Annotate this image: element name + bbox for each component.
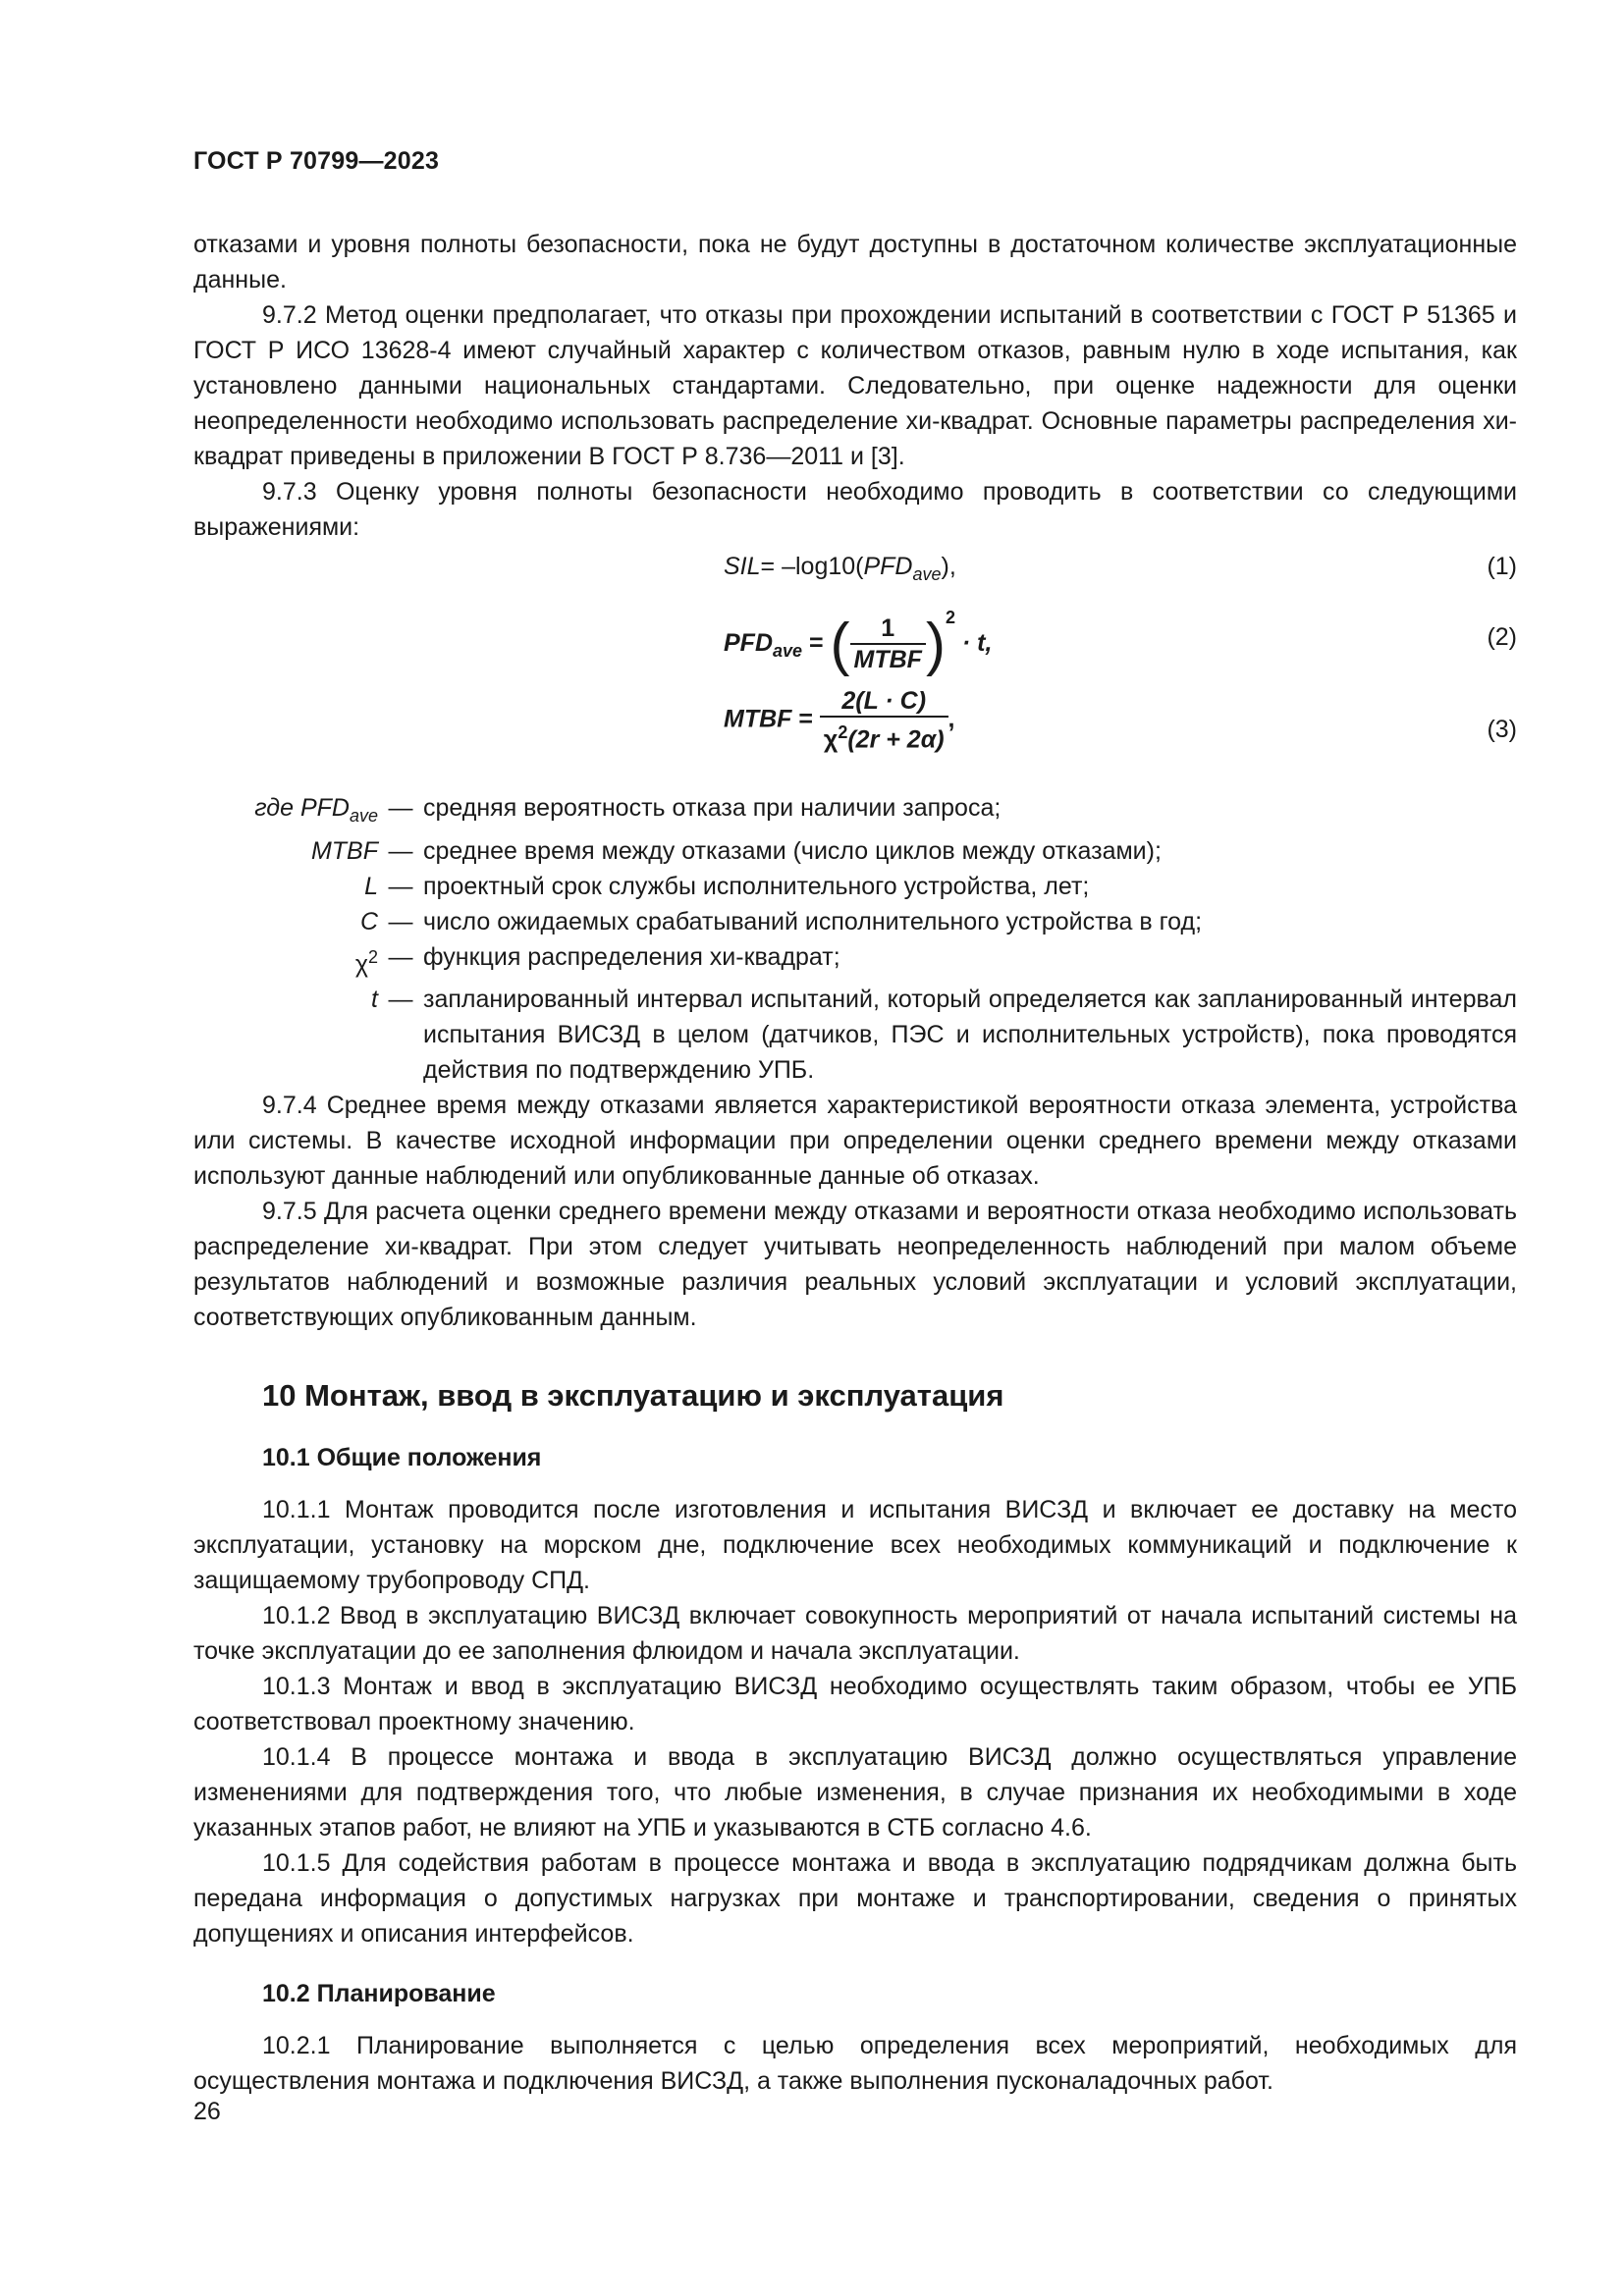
- section-10-2-title: 10.2 Планирование: [262, 1980, 496, 2008]
- definition-mtbf: MTBF — среднее время между отказами (число циклов между отказами);: [310, 837, 1162, 865]
- definition-pfd: где $PFD_{ave}$ — средняя вероятность отказа при наличии запроса;: [254, 794, 1001, 826]
- formula-2: [193, 600, 1517, 677]
- paragraph-continuation: отказами и уровня полноты безопасности, пока не будут доступны в достаточном количестве эксплуатационные данные.: [193, 231, 1517, 294]
- formula-3-expression: MTBF = $\frac{2(L \cdot C)}{\chi^2(2r + 2\alpha)}$ ,: [724, 687, 955, 754]
- paragraph-10-1-3: 10.1.3 Монтаж и ввод в эксплуатацию ВИСЗД необходимо осуществлять таким образом, чтобы ее УПБ соответствовал проектному значению.: [193, 1673, 1517, 1736]
- paragraph-10-2-1: 10.2.1 Планирование выполняется с целью определения всех мероприятий, необходимых для осуществления монтажа и подключения ВИСЗД, а также выполнения пусконаладочных работ.: [193, 2032, 1517, 2096]
- document-header: ГОСТ Р 70799—2023: [193, 147, 440, 175]
- definition-chi-square: $\chi^2$ — функция распределения хи-квадрат;: [354, 943, 840, 979]
- page-number: 26: [193, 2098, 221, 2125]
- definition-t: t — запланированный интервал испытаний, который определяется как запланированный интервал испытания ВИСЗД в целом (датчиков, ПЭС и исполнительных устройств), пока проводятся действия по подтверждению УПБ.: [371, 986, 1517, 1085]
- paragraph-9-7-5: 9.7.5 Для расчета оценки среднего времени между отказами и вероятности отказа необходимо использовать распределение хи-квадрат. При этом следует учитывать неопределенность наблюдений при малом объеме результатов наблюдений и возможные различия реальных условий эксплуатации и условий эксплуатации, соответствующих опубликованным данным.: [193, 1198, 1517, 1332]
- definitions-list: [193, 790, 1517, 1088]
- paragraph-9-7-3: 9.7.3 Оценку уровня полноты безопасности необходимо проводить в соответствии со следующими выражениями:: [193, 478, 1517, 541]
- definition-c: C — число ожидаемых срабатываний исполнительного устройства в год;: [359, 908, 1203, 935]
- formula-1-expression: $SIL= -\log 10(PFD_{ave})$,: [724, 553, 956, 584]
- formula-3-fraction: $\frac{2(L \cdot C)}{\chi^2(2r + 2\alpha)}$: [820, 686, 948, 754]
- definition-l: L — проектный срок службы исполнительного устройства, лет;: [364, 873, 1090, 900]
- paragraph-10-1-5: 10.1.5 Для содействия работам в процессе монтажа и ввода в эксплуатацию подрядчикам должна быть передана информация о допустимых нагрузках при монтаже и транспортировании, сведения о принятых допущениях и описания интерфейсов.: [193, 1849, 1517, 1949]
- formula-2-fraction: $\frac{1}{\text{MTBF}}$: [850, 614, 926, 674]
- paragraph-10-1-1: 10.1.1 Монтаж проводится после изготовления и испытания ВИСЗД и включает ее доставку на место эксплуатации, установку на морском дне, подключение всех необходимых коммуникаций и подключение к защищаемому трубопроводу СПД.: [193, 1496, 1517, 1595]
- formula-3: [193, 686, 1517, 774]
- formula-2-expression: $PFD_{ave}$ = ( $\frac{1}{\text{MTBF}}$ )$^2$ · t,: [724, 608, 993, 677]
- formula-3-number: (3): [1487, 716, 1517, 743]
- formula-1-number: (1): [1487, 553, 1517, 580]
- paragraph-10-1-2: 10.1.2 Ввод в эксплуатацию ВИСЗД включает совокупность мероприятий от начала испытаний системы на точке эксплуатации до ее заполнения флюидом и начала эксплуатации.: [193, 1602, 1517, 1666]
- paragraph-9-7-4: 9.7.4 Среднее время между отказами является характеристикой вероятности отказа элемента, устройства или системы. В качестве исходной информации при определении оценки среднего времени между отказами используют данные наблюдений или опубликованные данные об отказах.: [193, 1092, 1517, 1191]
- section-10-1-title: 10.1 Общие положения: [262, 1444, 542, 1472]
- formula-2-number: (2): [1487, 623, 1517, 651]
- document-page: [193, 147, 1517, 2099]
- paragraph-9-7-2: 9.7.2 Метод оценки предполагает, что отказы при прохождении испытаний в соответствии с ГОСТ Р 51365 и ГОСТ Р ИСО 13628-4 имеют случайный характер с количеством отказов, равным нулю в ходе испытания, как установлено данными национальных стандартами. Следовательно, при оценке надежности для оценки неопределенности необходимо использовать распределение хи-квадрат. Основные параметры распределения хи-квадрат приведены в приложении В ГОСТ Р 8.736—2011 и [3].: [193, 301, 1517, 470]
- formula-1: [193, 549, 1517, 584]
- section-10-title: 10 Монтаж, ввод в эксплуатацию и эксплуатация: [262, 1378, 1004, 1414]
- paragraph-10-1-4: 10.1.4 В процессе монтажа и ввода в эксплуатацию ВИСЗД должно осуществляться управление изменениями для подтверждения того, что любые изменения, в случае признания их необходимыми в ходе указанных этапов работ, не влияют на УПБ и указываются в СТБ согласно 4.6.: [193, 1743, 1517, 1842]
